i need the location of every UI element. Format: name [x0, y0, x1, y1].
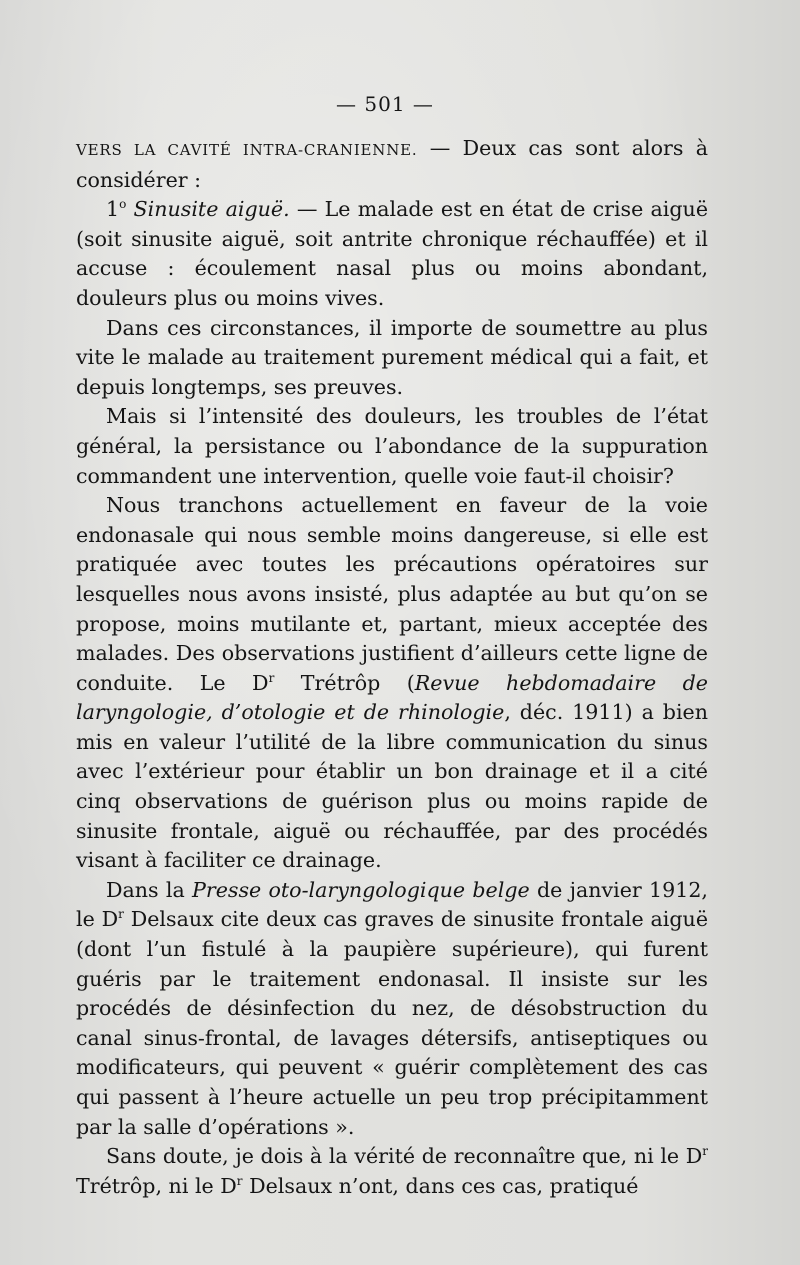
ordinal-mark: o	[119, 197, 127, 212]
doctor-abbrev-sup: r	[236, 1173, 243, 1188]
paragraph-5	[76, 491, 708, 876]
item-number: 1	[106, 197, 120, 222]
doctor-abbrev-sup: r	[268, 670, 275, 685]
journal-title: Presse oto-laryngologique belge	[192, 877, 530, 902]
paragraph-2	[76, 195, 708, 313]
paragraph-2-text: — Le malade est en état de crise aiguë (soit sinusite aiguë, soit antrite chronique réchauffée) et il accuse : écoulement nasal plus ou moins abondant, douleurs plus ou moins vives.	[76, 197, 709, 310]
paragraph-6-text-b: de janvier 1912, le D	[76, 877, 708, 932]
paragraph-7-text-a: Sans doute, je dois à la vérité de reconnaître que, ni le D	[106, 1144, 703, 1169]
paragraph-6-text-c: Delsaux cite deux cas graves de sinusite frontale aiguë (dont l’un fistulé à la paupière supérieure), qui furent guéris par le traitement endonasal. Il insiste sur les procédés de désinfection du nez, de désobstruction du canal sinus-frontal, de lavages détersifs, antiseptiques ou modificateurs, qui peuvent « guérir complètement des cas qui passent à l’heure actuelle un peu trop précipitamment par la salle d’opérations ».	[76, 907, 709, 1139]
paragraph-1-text: — Deux cas sont alors à considérer :	[76, 136, 708, 192]
paragraph-4: Mais si l’intensité des douleurs, les troubles de l’état général, la persistance ou l’abondance de la suppuration commandent une intervention, quelle voie faut-il choisir?	[76, 404, 708, 488]
paragraph-7	[76, 1142, 708, 1201]
paragraph-1	[76, 134, 708, 195]
section-heading-smallcaps: VERS LA CAVITÉ INTRA-CRANIENNE.	[76, 141, 418, 159]
item-title: Sinusite aiguë.	[133, 197, 290, 222]
paragraph-5-text-c: , déc. 1911) a bien mis en valeur l’utilité de la libre communication du sinus avec l’extérieur pour établir un bon drainage et il a cité cinq observations de guérison plus ou moins rapide de sinusite frontale, aiguë ou réchauffée, par des procédés visant à faciliter ce drainage.	[76, 700, 709, 873]
paragraph-6	[76, 876, 708, 1142]
paragraph-6-text-a: Dans la	[106, 877, 193, 902]
paragraph-5-text-b: Trétrôp (	[274, 670, 415, 695]
page-number: — 501 —	[336, 92, 434, 116]
paragraph-3: Dans ces circonstances, il importe de soumettre au plus vite le malade au traitement purement médical qui a fait, et depuis longtemps, ses preuves.	[76, 315, 708, 399]
paragraph-7-text-b: Trétrôp, ni le D	[76, 1173, 237, 1198]
journal-title: Revue hebdomadaire de laryngologie, d’otologie et de rhinologie	[76, 670, 708, 725]
paragraph-7-text-c: Delsaux n’ont, dans ces cas, pratiqué	[242, 1173, 639, 1198]
doctor-abbrev-sup: r	[118, 907, 124, 922]
doctor-abbrev-sup: r	[702, 1144, 708, 1159]
body-text	[76, 134, 708, 1201]
paragraph-5-text-a: Nous tranchons actuellement en faveur de la voie endonasale qui nous semble moins dangereuse, si elle est pratiquée avec toutes les précautions opératoires sur lesquelles nous avons insisté, plus adaptée au but qu’on se propose, moins mutilante et, partant, mieux acceptée des malades. Des observations justifient d’ailleurs cette ligne de conduite. Le D	[76, 493, 708, 695]
